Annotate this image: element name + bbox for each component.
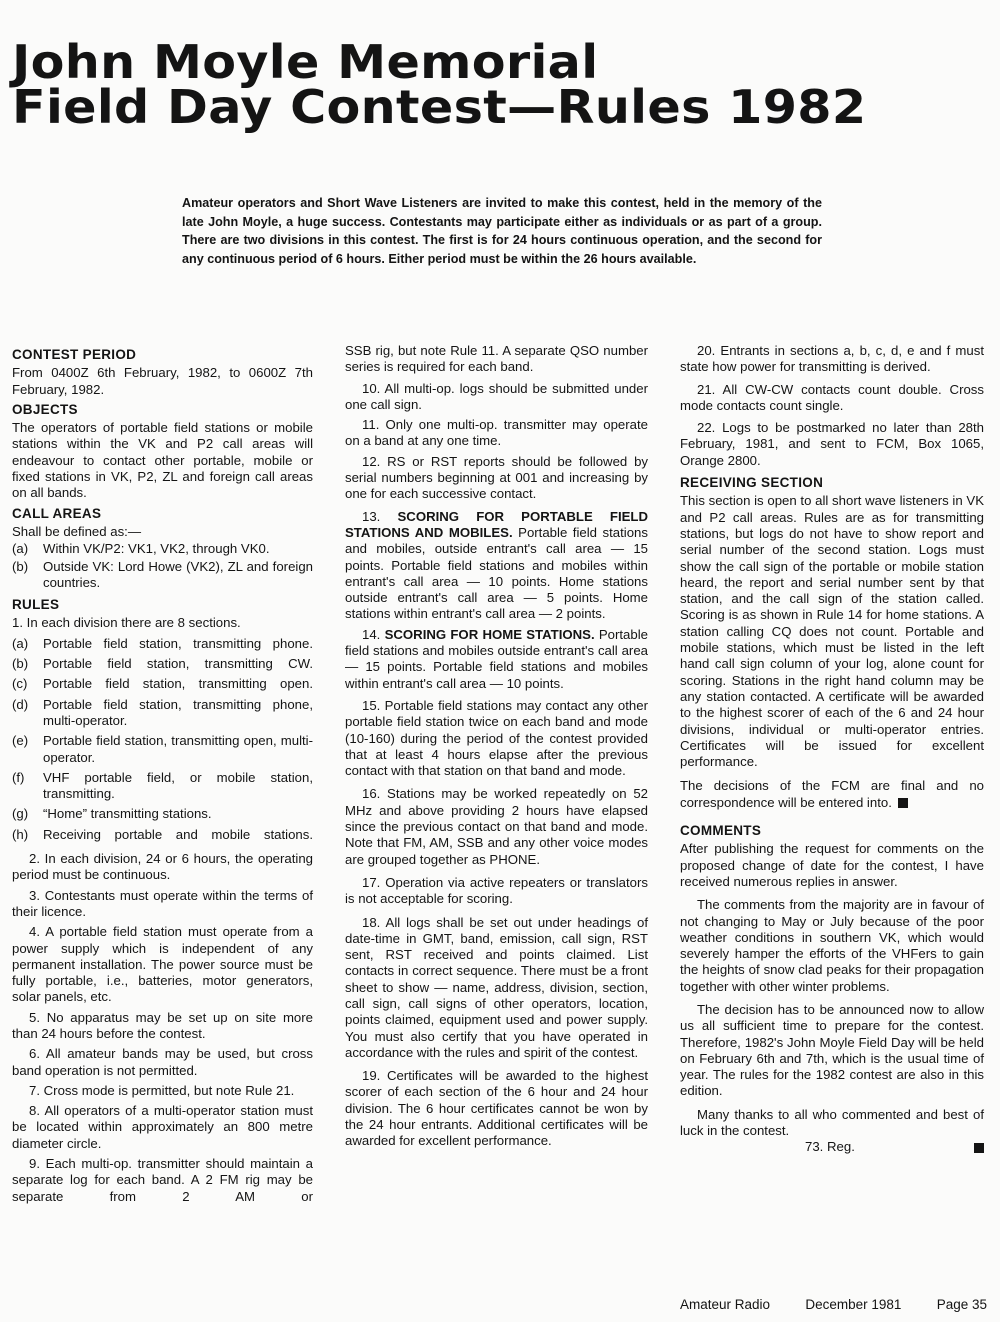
rule-paragraph: 18. All logs shall be set out under headings of date-time in GMT, band, emission, call sign, RST sent, RST received and points claimed. List contacts in correct sequence. There must be a front sheet to show — name, address, division, section, call sign, call signs of other operators, location, points claimed, equipment used and power supply. You must also certify that you have operated in accordance with the rules and spirit of the contest. — [345, 914, 648, 1060]
rule-paragraph: 2. In each division, 24 or 6 hours, the operating period must be continuous. — [12, 851, 313, 883]
objects-text: The operators of portable field stations or mobile stations within the VK and P2 call areas will endeavour to contact other portable, mobile or fixed stations in VK, P2, ZL and foreign call areas on all bands. — [12, 420, 313, 501]
rule-14-heading: SCORING FOR HOME STATIONS. — [384, 626, 595, 642]
rule-paragraph: 11. Only one multi-op. transmitter may operate on a band at any one time. — [345, 417, 648, 449]
call-area-item: (a) Within VK/P2: VK1, VK2, through VK0. — [12, 541, 270, 557]
rule-1: 1. In each division there are 8 sections. — [12, 615, 241, 631]
section-item: (e) Portable field station, transmitting open, multi-operator. — [12, 733, 313, 765]
rule-paragraph: 12. RS or RST reports should be followed by serial numbers beginning at 001 and increasing by one for each successive contact. — [345, 453, 648, 502]
comments-paragraph: Many thanks to all who commented and best of luck in the contest. — [680, 1106, 984, 1139]
rule-paragraph: 22. Logs to be postmarked no later than 28th February, 1981, and sent to FCM, Box 1065, Orange 2800. — [680, 420, 984, 468]
rule-14: 14. SCORING FOR HOME STATIONS. Portable field stations and mobiles outside entrant's call area — 15 points. Portable field stations and mobiles within entrant's call area — 10 points. — [345, 626, 648, 691]
rule-paragraph: 15. Portable field stations may contact any other portable field station twice on each band and mode (10-160) during the period of the contest provided that at least 4 hours elapse after the previous contact with that station on that band and mode. — [345, 697, 648, 779]
comments-heading: COMMENTS — [680, 823, 762, 839]
page-footer — [680, 1297, 987, 1312]
section-item: (a) Portable field station, transmitting phone. — [12, 635, 313, 651]
section-item: (d) Portable field station, transmitting phone, multi-operator. — [12, 696, 313, 728]
rules-heading: RULES — [12, 597, 60, 613]
rule-paragraph: 9. Each multi-op. transmitter should maintain a separate log for each band. A 2 FM rig may be separate from 2 AM or — [12, 1156, 313, 1204]
title-line-2: Field Day Contest—Rules 1982 — [12, 80, 867, 134]
objects-heading: OBJECTS — [12, 401, 78, 417]
section-item: (g) “Home” transmitting stations. — [12, 806, 212, 822]
comments-paragraph: After publishing the request for comments on the proposed change of date for the contest, I have received numerous replies in answer. — [680, 841, 984, 889]
rule-13-heading: SCORING FOR PORTABLE FIELD STATIONS AND MOBILES. — [345, 508, 648, 540]
section-item: (h) Receiving portable and mobile stations. — [12, 826, 313, 842]
contest-period-text: From 0400Z 6th February, 1982, to 0600Z 7th February, 1982. — [12, 365, 313, 397]
column-3 — [680, 343, 984, 1156]
decisions-text: The decisions of the FCM are final and no correspondence will be entered into. — [680, 778, 984, 810]
column-2 — [345, 343, 648, 1154]
rule-paragraph: 6. All amateur bands may be used, but cross band operation is not permitted. — [12, 1046, 313, 1078]
contest-period-heading: CONTEST PERIOD — [12, 347, 137, 362]
rule-paragraph: 16. Stations may be worked repeatedly on 52 MHz and above providing 2 hours have elapsed since the previous contact on that band and mode. Note that FM, AM, SSB and any other voice modes are grouped together as PHONE. — [345, 786, 648, 867]
section-item: (b) Portable field station, transmitting CW. — [12, 656, 313, 672]
page-title — [12, 35, 867, 134]
end-mark-icon — [898, 798, 908, 808]
receiving-heading: RECEIVING SECTION — [680, 475, 824, 491]
rule-paragraph: 17. Operation via active repeaters or translators is not acceptable for scoring. — [345, 874, 648, 907]
footer-page: Page 35 — [936, 1297, 987, 1312]
intro-paragraph: Amateur operators and Short Wave Listeners are invited to make this contest, held in the memory of the late John Moyle, a huge success. Contestants may participate either as individuals or as part of a group. There are two divisions in this contest. The first is for 24 hours continuous operation, and the second for any continuous period of 6 hours. Either period must be within the 26 hours available. — [182, 196, 822, 266]
receiving-text: This section is open to all short wave listeners in VK and P2 call areas. Rules are as for transmitting stations, but logs do not have to show report and serial number of the second station. Logs must show the call sign of the portable or mobile station heard, the report and serial number sent by that station, and the call sign of the station called. Scoring is as shown in Rule 14 for home stations. A station calling CQ does not count. Portable and mobile stations, which must be listed in the left hand call sign column of your log, alone count for scoring. Stations in the right hand column may be any station contacted. A certificate will be awarded to the highest scorer of each of the 6 and 24 hour divisions, individual or multi-operator entries. Certificates will be issued for excellent performance. — [680, 493, 984, 770]
rule-paragraph: 7. Cross mode is permitted, but note Rule 21. — [29, 1082, 295, 1098]
footer-magazine: Amateur Radio — [680, 1297, 771, 1312]
rule-paragraph: 8. All operators of a multi-operator station must be located within approximately an 800 metre diameter circle. — [12, 1103, 313, 1151]
call-areas-heading: CALL AREAS — [12, 505, 102, 521]
rule-paragraph: 20. Entrants in sections a, b, c, d, e and f must state how power for transmitting is derived. — [680, 343, 984, 375]
section-item: (f) VHF portable field, or mobile station, transmitting. — [12, 769, 313, 802]
comments-paragraph: The comments from the majority are in favour of not changing to May or July because of the poor weather conditions in southern VK, which would severely hamper the efforts of the VHFers to gain the heights of snow clad peaks for their propagation together with other winter problems. — [680, 897, 984, 994]
rule-paragraph: 4. A portable field station must operate from a power supply which is independent of any permanent installation. The power source must be fully portable, i.e., batteries, motor generators, solar panels, etc. — [12, 924, 313, 1005]
footer-issue: December 1981 — [805, 1297, 902, 1312]
rule-9-continued: SSB rig, but note Rule 11. A separate QSO number series is required for each band. — [345, 343, 648, 375]
title-line-1: John Moyle Memorial — [12, 35, 599, 89]
rule-paragraph: 19. Certificates will be awarded to the highest scorer of each section of the 6 hour and 24 hour division. The 6 hour certificates cannot be won by the 24 hour entrants. Additional certificates will be awarded for excellent performance. — [345, 1068, 648, 1149]
call-areas-intro: Shall be defined as:— — [12, 523, 142, 539]
column-1 — [12, 343, 313, 1209]
rule-13: 13. SCORING FOR PORTABLE FIELD STATIONS AND MOBILES. Portable field stations and mobiles, outside entrant's call area — 15 points. Portable field stations and mobiles within entrant's call area — 10 points. Home stations outside entrant's call area — 5 points. Home stations within entrant's call area — 2 points. — [345, 508, 648, 622]
section-item: (c) Portable field station, transmitting open. — [12, 676, 313, 692]
call-area-item: (b) Outside VK: Lord Howe (VK2), ZL and foreign countries. — [12, 558, 313, 590]
rule-paragraph: 3. Contestants must operate within the terms of their licence. — [12, 887, 313, 919]
comments-paragraph: The decision has to be announced now to allow us all sufficient time to prepare for the contest. Therefore, 1982's John Moyle Field Day will be held on February 6th and 7th, which is the usual time of year. The rules for the 1982 contest are also in this edition. — [680, 1001, 984, 1099]
rule-paragraph: 10. All multi-op. logs should be submitted under one call sign. — [345, 380, 648, 412]
rule-paragraph: 21. All CW-CW contacts count double. Cross mode contacts count single. — [680, 381, 984, 413]
end-mark-icon — [974, 1143, 984, 1153]
signature-line — [680, 1139, 984, 1155]
rule-paragraph: 5. No apparatus may be set up on site more than 24 hours before the contest. — [12, 1009, 313, 1041]
signature: 73. Reg. — [805, 1139, 855, 1155]
